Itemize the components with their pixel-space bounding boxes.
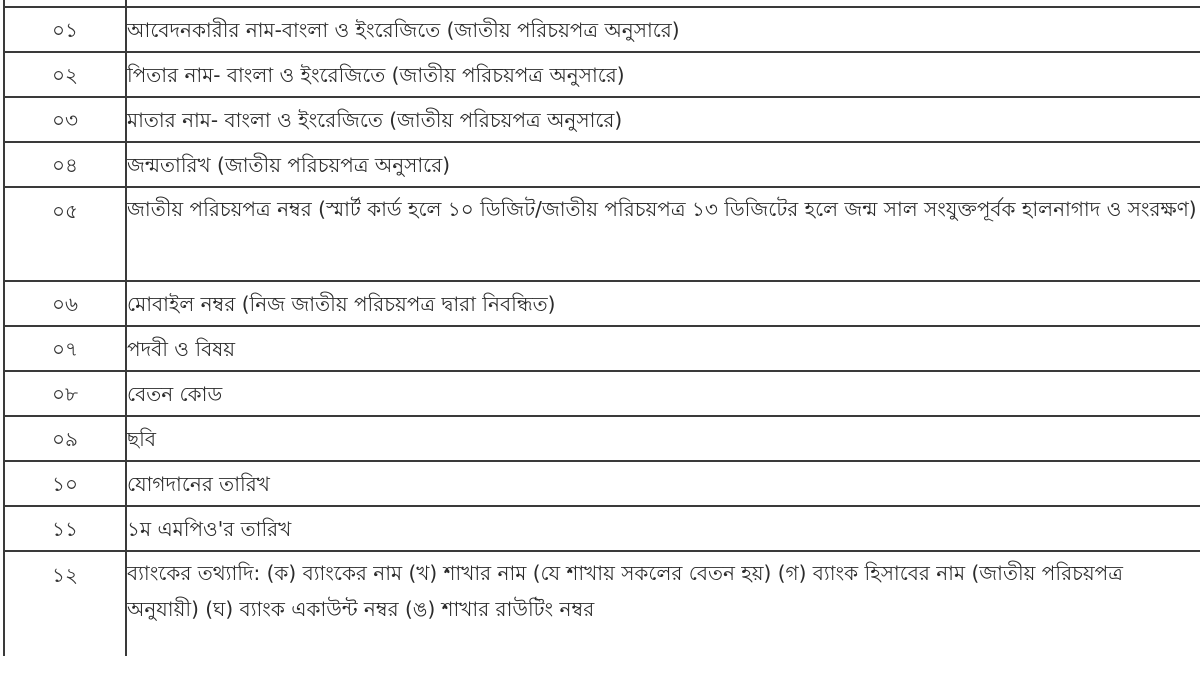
serial-number: ০৩ [4, 97, 126, 142]
table-row [4, 326, 1200, 371]
table-row-clipped-top [4, 0, 1200, 7]
serial-number: ০৯ [4, 416, 126, 461]
row-description: ব্যাংকের তথ্যাদি: (ক) ব্যাংকের নাম (খ) শাখার নাম (যে শাখায় সকলের বেতন হয়) (গ) ব্যাংক হিসাবের নাম (জাতীয় পরিচয়পত্র অনুযায়ী) (ঘ) ব্যাংক একাউন্ট নম্বর (ঙ) শাখার রাউটিং নম্বর [126, 551, 1200, 656]
table-row [4, 7, 1200, 52]
table-row [4, 371, 1200, 416]
serial-number: ০৪ [4, 142, 126, 187]
requirements-table [3, 0, 1200, 656]
serial-cell-empty [4, 0, 126, 7]
row-description: আবেদনকারীর নাম-বাংলা ও ইংরেজিতে (জাতীয় পরিচয়পত্র অনুসারে) [126, 7, 1200, 52]
serial-number: ০৮ [4, 371, 126, 416]
serial-number: ০৬ [4, 281, 126, 326]
table-row [4, 142, 1200, 187]
serial-number: ০৭ [4, 326, 126, 371]
row-description: ছবি [126, 416, 1200, 461]
row-description: জাতীয় পরিচয়পত্র নম্বর (স্মার্ট কার্ড হলে ১০ ডিজিট/জাতীয় পরিচয়পত্র ১৩ ডিজিটের হলে জন্ম সাল সংযুক্তপূর্বক হালনাগাদ ও সংরক্ষণ) [126, 187, 1200, 281]
row-description: যোগদানের তারিখ [126, 461, 1200, 506]
serial-number: ১২ [4, 551, 126, 656]
serial-number: ০৫ [4, 187, 126, 281]
row-description: জন্মতারিখ (জাতীয় পরিচয়পত্র অনুসারে) [126, 142, 1200, 187]
row-description: বেতন কোড [126, 371, 1200, 416]
description-cell-empty [126, 0, 1200, 7]
table-row [4, 506, 1200, 551]
table-row [4, 97, 1200, 142]
row-description: পিতার নাম- বাংলা ও ইংরেজিতে (জাতীয় পরিচয়পত্র অনুসারে) [126, 52, 1200, 97]
row-description: মাতার নাম- বাংলা ও ইংরেজিতে (জাতীয় পরিচয়পত্র অনুসারে) [126, 97, 1200, 142]
row-description: ১ম এমপিও'র তারিখ [126, 506, 1200, 551]
table-row [4, 52, 1200, 97]
table-row [4, 281, 1200, 326]
table-row [4, 461, 1200, 506]
serial-number: ০১ [4, 7, 126, 52]
row-description: পদবী ও বিষয় [126, 326, 1200, 371]
serial-number: ০২ [4, 52, 126, 97]
serial-number: ১০ [4, 461, 126, 506]
table-row [4, 551, 1200, 656]
table-row [4, 416, 1200, 461]
table-row [4, 187, 1200, 281]
row-description: মোবাইল নম্বর (নিজ জাতীয় পরিচয়পত্র দ্বারা নিবন্ধিত) [126, 281, 1200, 326]
serial-number: ১১ [4, 506, 126, 551]
